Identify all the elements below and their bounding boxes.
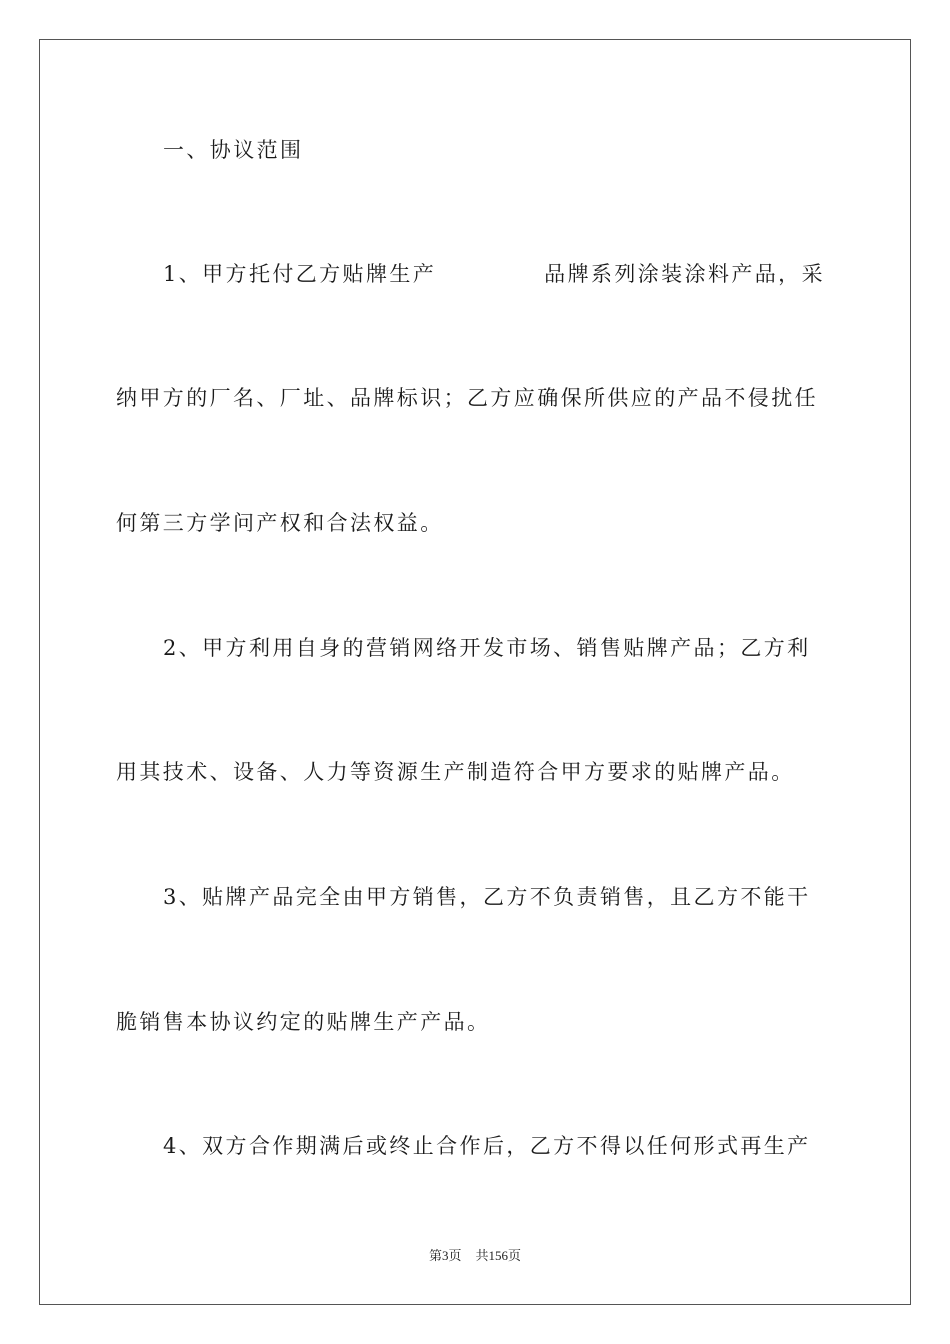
paragraph-4-line-1: 4、双方合作期满后或终止合作后，乙方不得以任何形式再生产 bbox=[163, 1134, 811, 1158]
paragraph-3-line-2: 脆销售本协议约定的贴牌生产产品。 bbox=[116, 1010, 491, 1034]
paragraph-2-line-1: 2、甲方利用自身的营销网络开发市场、销售贴牌产品；乙方利 bbox=[163, 636, 811, 660]
paragraph-1-line-1-end: 品牌系列涂装涂料产品，采 bbox=[544, 262, 825, 286]
section-heading: 一、协议范围 bbox=[163, 138, 304, 162]
page-number: 第3页 bbox=[428, 1248, 462, 1263]
paragraph-3-line-1: 3、贴牌产品完全由甲方销售，乙方不负责销售，且乙方不能干 bbox=[163, 885, 811, 909]
paragraph-1-line-1 bbox=[163, 259, 836, 289]
paragraph-1-line-3: 何第三方学问产权和合法权益。 bbox=[116, 511, 444, 535]
page-frame bbox=[39, 39, 911, 1305]
page-total: 共156页 bbox=[475, 1248, 522, 1263]
paragraph-2-line-2: 用其技术、设备、人力等资源生产制造符合甲方要求的贴牌产品。 bbox=[116, 760, 795, 784]
paragraph-1-line-1-start: 1、甲方托付乙方贴牌生产 bbox=[163, 262, 437, 286]
paragraph-1-line-2: 纳甲方的厂名、厂址、品牌标识；乙方应确保所供应的产品不侵扰任 bbox=[116, 386, 818, 410]
page-footer bbox=[0, 1247, 950, 1265]
